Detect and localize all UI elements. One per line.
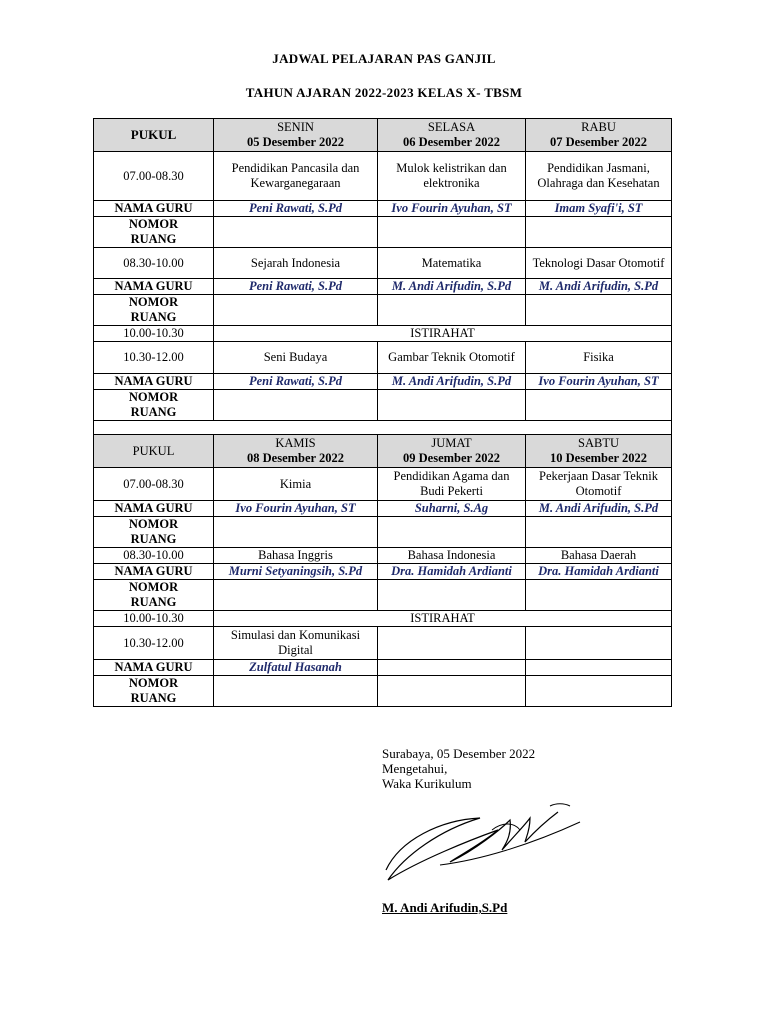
day-header: SENIN 05 Desember 2022 [214, 119, 378, 152]
room-row [94, 295, 672, 326]
teacher-cell: M. Andi Arifudin, S.Pd [378, 279, 526, 295]
pukul-header: PUKUL [94, 435, 214, 468]
room-cell [378, 676, 526, 707]
room-cell [378, 390, 526, 421]
teacher-row [94, 501, 672, 517]
room-cell [526, 676, 672, 707]
teacher-cell [526, 660, 672, 676]
subject-cell: Bahasa Inggris [214, 548, 378, 564]
schedule-table-week2 [93, 434, 672, 707]
time-cell: 10.00-10.30 [94, 611, 214, 627]
subject-cell: Seni Budaya [214, 342, 378, 374]
room-row [94, 517, 672, 548]
teacher-cell: Suharni, S.Ag [378, 501, 526, 517]
nomor-ruang-label: NOMOR RUANG [94, 676, 214, 707]
teacher-cell: Imam Syafi'i, ST [526, 201, 672, 217]
session-row [94, 627, 672, 660]
day-header: SELASA 06 Desember 2022 [378, 119, 526, 152]
day-header: KAMIS 08 Desember 2022 [214, 435, 378, 468]
subject-cell: Fisika [526, 342, 672, 374]
schedule-table-week1 [93, 118, 672, 437]
teacher-row [94, 201, 672, 217]
subject-cell: Teknologi Dasar Otomotif [526, 248, 672, 279]
room-cell [214, 517, 378, 548]
room-cell [526, 217, 672, 248]
room-cell [378, 217, 526, 248]
teacher-cell: Peni Rawati, S.Pd [214, 374, 378, 390]
nama-guru-label: NAMA GURU [94, 564, 214, 580]
subject-cell: Gambar Teknik Otomotif [378, 342, 526, 374]
session-row [94, 548, 672, 564]
room-row [94, 580, 672, 611]
session-row [94, 248, 672, 279]
teacher-row [94, 564, 672, 580]
subject-cell: Bahasa Daerah [526, 548, 672, 564]
document-subtitle: TAHUN AJARAN 2022-2023 KELAS X- TBSM [245, 85, 523, 100]
teacher-cell: Dra. Hamidah Ardianti [526, 564, 672, 580]
subject-cell [526, 627, 672, 660]
session-row [94, 468, 672, 501]
nomor-ruang-label: NOMOR RUANG [94, 295, 214, 326]
nama-guru-label: NAMA GURU [94, 501, 214, 517]
signature-position: Waka Kurikulum [382, 776, 472, 791]
nama-guru-label: NAMA GURU [94, 201, 214, 217]
room-cell [378, 580, 526, 611]
room-cell [214, 390, 378, 421]
room-cell [526, 295, 672, 326]
teacher-row [94, 374, 672, 390]
subject-cell: Pekerjaan Dasar Teknik Otomotif [526, 468, 672, 501]
session-row [94, 152, 672, 201]
teacher-cell: M. Andi Arifudin, S.Pd [526, 501, 672, 517]
nomor-ruang-label: NOMOR RUANG [94, 217, 214, 248]
day-header: RABU 07 Desember 2022 [526, 119, 672, 152]
nomor-ruang-label: NOMOR RUANG [94, 580, 214, 611]
subject-cell: Pendidikan Jasmani, Olahraga dan Kesehatan [526, 152, 672, 201]
nama-guru-label: NAMA GURU [94, 279, 214, 295]
room-row [94, 676, 672, 707]
time-cell: 08.30-10.00 [94, 548, 214, 564]
signature-place-date: Surabaya, 05 Desember 2022 [382, 746, 536, 761]
room-cell [214, 580, 378, 611]
break-row [94, 611, 672, 627]
header-row [94, 435, 672, 468]
room-cell [526, 517, 672, 548]
time-cell: 07.00-08.30 [94, 468, 214, 501]
subject-cell: Bahasa Indonesia [378, 548, 526, 564]
time-cell: 10.30-12.00 [94, 627, 214, 660]
nomor-ruang-label: NOMOR RUANG [94, 517, 214, 548]
nama-guru-label: NAMA GURU [94, 660, 214, 676]
pukul-header: PUKUL [94, 119, 214, 152]
subject-cell: Sejarah Indonesia [214, 248, 378, 279]
teacher-row [94, 279, 672, 295]
signatory-name: M. Andi Arifudin,S.Pd [382, 900, 508, 915]
subject-cell: Pendidikan Pancasila dan Kewarganegaraan [214, 152, 378, 201]
teacher-cell [378, 660, 526, 676]
room-row [94, 217, 672, 248]
handwritten-signature [380, 800, 590, 890]
teacher-cell: Murni Setyaningsih, S.Pd [214, 564, 378, 580]
document-title: JADWAL PELAJARAN PAS GANJIL [272, 51, 496, 66]
room-cell [526, 390, 672, 421]
nama-guru-label: NAMA GURU [94, 374, 214, 390]
room-cell [214, 295, 378, 326]
time-cell: 10.30-12.00 [94, 342, 214, 374]
teacher-cell: M. Andi Arifudin, S.Pd [526, 279, 672, 295]
time-cell: 10.00-10.30 [94, 326, 214, 342]
subject-cell: Simulasi dan Komunikasi Digital [214, 627, 378, 660]
nomor-ruang-label: NOMOR RUANG [94, 390, 214, 421]
teacher-cell: Dra. Hamidah Ardianti [378, 564, 526, 580]
time-cell: 07.00-08.30 [94, 152, 214, 201]
signature-acknowledged: Mengetahui, [382, 761, 448, 776]
teacher-cell: Peni Rawati, S.Pd [214, 279, 378, 295]
teacher-cell: Ivo Fourin Ayuhan, ST [526, 374, 672, 390]
room-cell [378, 295, 526, 326]
break-cell: ISTIRAHAT [214, 326, 672, 342]
subject-cell: Pendidikan Agama dan Budi Pekerti [378, 468, 526, 501]
room-row [94, 390, 672, 421]
session-row [94, 342, 672, 374]
teacher-cell: M. Andi Arifudin, S.Pd [378, 374, 526, 390]
subject-cell: Matematika [378, 248, 526, 279]
teacher-cell: Ivo Fourin Ayuhan, ST [214, 501, 378, 517]
teacher-row [94, 660, 672, 676]
room-cell [214, 217, 378, 248]
break-cell: ISTIRAHAT [214, 611, 672, 627]
subject-cell [378, 627, 526, 660]
header-row [94, 119, 672, 152]
subject-cell: Mulok kelistrikan dan elektronika [378, 152, 526, 201]
subject-cell: Kimia [214, 468, 378, 501]
day-header: JUMAT 09 Desember 2022 [378, 435, 526, 468]
room-cell [214, 676, 378, 707]
teacher-cell: Ivo Fourin Ayuhan, ST [378, 201, 526, 217]
day-header: SABTU 10 Desember 2022 [526, 435, 672, 468]
teacher-cell: Peni Rawati, S.Pd [214, 201, 378, 217]
teacher-cell: Zulfatul Hasanah [214, 660, 378, 676]
room-cell [526, 580, 672, 611]
room-cell [378, 517, 526, 548]
time-cell: 08.30-10.00 [94, 248, 214, 279]
break-row [94, 326, 672, 342]
